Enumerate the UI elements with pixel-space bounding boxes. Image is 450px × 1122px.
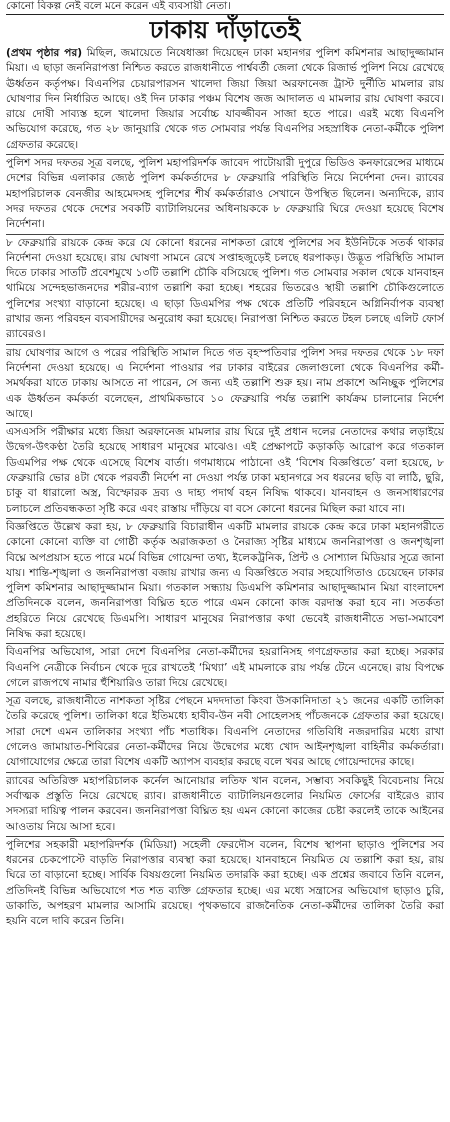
paragraph: ৮ ফেব্রুয়ারি রায়কে কেন্দ্র করে যে কোনো ধরনের নাশকতা রোধে পুলিশের সব ইউনিটকে সতর্ক থাকার নির্দেশনা দেওয়া হয়েছে। রায় ঘোষণা সামনে রেখে সপ্তাহজুড়েই চলছে ধরপাকড়। উদ্ভূত পরিস্থিতি সামাল দিতে ঢাকার সাতটি প্রবেশমুখে ১৩টি তল্লাশি চৌকি বসিয়েছে পুলিশ। গত সোমবার সকাল থেকে যানবাহন থামিয়ে সন্দেহভাজনদের শরীর-ব্যাগ তল্লাশি করা হচ্ছে। শহরের ভিতরেও স্থায়ী তল্লাশি চৌকিগুলোতে পুলিশের সংখ্যা বাড়ানো হয়েছে। এ ছাড়া ডিএমপির পক্ষ থেকে প্রতিটি পরিবহনে অগ্নিনির্বাপক ব্যবস্থা রাখার জন্য পরিবহন ব্যবসায়ীদের অনুরোধ করা হয়েছে। নিরাপত্তা নিশ্চিত করতে টহল চলছে এলিট ফোর্স র‌্যাবেরও।	[6, 236, 444, 345]
paragraph-text: মিছিল, জমায়েতে নিষেধাজ্ঞা দিয়েছেন ঢাকা মহানগর পুলিশ কমিশনার আছাদুজ্জামান মিয়া। এ ছাড়া জননিরাপত্তা নিশ্চিত করতে রাজধানীতে পার্শ্ববর্তী জেলা থেকে রিজার্ভ পুলিশ নিয়ে রেখেছে ঊর্ধ্বতন কর্তৃপক্ষ। বিএনপির চেয়ারপারসন খালেদা জিয়া জিয়া অরফানেজ ট্রাস্ট দুর্নীতি মামলার রায় ঘোষণার দিন নির্ধারিত আছে। ওই দিন ঢাকার পঞ্চম বিশেষ জজ আদালত এ মামলার রায় ঘোষণা করবে। রায়ে দোষী সাব্যস্ত হলে খালেদা জিয়ার সর্বোচ্চ যাবজ্জীবন সাজা হতে পারে। এরই মধ্যে বিএনপি অভিযোগ করেছে, গত ২৮ জানুয়ারি থেকে গত সোমবার পর্যন্ত বিএনপির সহস্রাধিক নেতা-কর্মীকে পুলিশ গ্রেফতার করেছে।	[6, 47, 444, 151]
paragraph: পুলিশ সদর দফতর সূত্র বলছে, পুলিশ মহাপরিদর্শক জাবেদ পাটোয়ারী দুপুরে ভিডিও কনফারেন্সের মাধ্যমে দেশের বিভিন্ন এলাকার জ্যেষ্ঠ পুলিশ কর্মকর্তাদের ৮ ফেব্রুয়ারি পরিস্থিতি নিয়ে নির্দেশনা দেন। র‌্যাবের মহাপরিচালক বেনজীর আহমেদসহ পুলিশের শীর্ষ কর্মকর্তারাও সেখানে উপস্থিত ছিলেন। অন্যদিকে, র‌্যাব সদর দফতর থেকে দেশের সবকটি ব্যাটালিয়নের অধিনায়ককে ৮ ফেব্রুয়ারি ঘিরে দেওয়া হয়েছে বিশেষ নির্দেশনা।	[6, 156, 444, 234]
paragraph: এসএসসি পরীক্ষার মধ্যে জিয়া অরফানেজ মামলার রায় ঘিরে দুই প্রধান দলের নেতাদের কথার লড়াইয়ে উদ্বেগ-উৎকণ্ঠা তৈরি হয়েছে সাধারণ মানুষের মাঝেও। এই প্রেক্ষাপটে কড়াকড়ি আরোপ করে গতকাল ডিএমপির পক্ষ থেকে এসেছে বিশেষ বার্তা। গণমাধ্যমে পাঠানো ওই ‘বিশেষ বিজ্ঞপ্তিতে’ বলা হয়েছে, ৮ ফেব্রুয়ারি ভোর ৪টা থেকে পরবর্তী নির্দেশ না দেওয়া পর্যন্ত ঢাকা মহানগরে সব ধরনের ছড়ি বা লাঠি, ছুরি, চাকু বা ধারালো অস্ত্র, বিস্ফোরক দ্রব্য ও দাহ্য পদার্থ বহন নিষিদ্ধ থাকবে। যানবাহন ও জনসাধারণের চলাচলে প্রতিবন্ধকতা সৃষ্টি করে এবং রাস্তায় দাঁড়িয়ে বা বসে কোনো ধরনের মিছিল করা যাবে না।	[6, 425, 444, 519]
paragraph: সূত্র বলছে, রাজধানীতে নাশকতা সৃষ্টির পেছনে মদদদাতা কিংবা উসকানিদাতা ২১ জনের একটি তালিকা তৈরি করেছে পুলিশ। তালিকা ধরে ইতিমধ্যে হাবীব-উন নবী সোহেলসহ পাঁচজনকে গ্রেফতার করা হয়েছে। সারা দেশে এমন তালিকার সংখ্যা পাঁচ শতাধিক। বিএনপি নেতাদের গতিবিধি নজরদারির মধ্যে রাখা গেলেও জামায়াত-শিবিরের নেতা-কর্মীদের নিয়ে উদ্বেগের মধ্যে খোদ আইনশৃঙ্খলা বাহিনীর কর্মকর্তারা। যোগাযোগের ক্ষেত্রে তারা বিশেষ একটি অ্যাপস ব্যবহার করছে বলে খবর আছে গোয়েন্দাদের কাছে।	[6, 694, 444, 772]
previous-article-tail: কোনো বিকল্প নেই বলে মনে করেন এই ব্যবসায়ী নেতা।	[6, 0, 444, 15]
paragraph: পুলিশের সহকারী মহাপরিদর্শক (মিডিয়া) সহেলী ফেরদৌস বলেন, বিশেষ স্থাপনা ছাড়াও পুলিশের সব ধরনের চেকপোস্টে বাড়তি নিরাপত্তার ব্যবস্থা করা হয়েছে। যানবাহনে নিয়মিত যে তল্লাশি করা হয়, রায় ঘিরে তা বাড়ানো হচ্ছে। সার্বিক বিষয়গুলো নিয়মিত তদারকি করা হচ্ছে। এক প্রশ্নের জবাবে তিনি বলেন, প্রতিদিনই বিভিন্ন অভিযোগে শত শত ব্যক্তি গ্রেফতার হচ্ছে। এর মধ্যে সন্ত্রাসের অভিযোগ ছাড়াও চুরি, ডাকাতি, অপহরণ মামলার আসামি রয়েছে। পৃথকভাবে রাজনৈতিক নেতা-কর্মীদের তালিকা তৈরি করা হয়নি বলে দাবি করেন তিনি।	[6, 838, 444, 928]
paragraph	[6, 46, 444, 155]
headline: ঢাকায় দাঁড়াতেই	[149, 15, 301, 44]
paragraph: বিএনপির অভিযোগ, সারা দেশে বিএনপির নেতা-কর্মীদের হয়রানিসহ গণগ্রেফতার করা হচ্ছে। সরকার বিএনপি নেত্রীকে নির্বাচন থেকে দূরে রাখতেই ‘মিথ্যা’ এই মামলাকে রায় পর্যন্ত টেনে এনেছে। রায় বিপক্ষে গেলে রাজপথে নামার হুঁশিয়ারিও তারা দিয়ে রেখেছে।	[6, 645, 444, 693]
continuation-prefix: (প্রথম পৃষ্ঠার পর)	[6, 47, 83, 59]
paragraph: র‌্যাবের অতিরিক্ত মহাপরিচালক কর্নেল আনোয়ার লতিফ খান বলেন, সম্ভাব্য সবকিছুই বিবেচনায় নিয়ে সর্বাত্মক প্রস্তুতি নিয়ে রেখেছে র‌্যাব। রাজধানীতে ব্যাটালিয়নগুলোর নিয়মিত ফোর্সের বাইরেও র‌্যাব সদস্যরা দায়িত্ব পালন করবেন। জননিরাপত্তা বিঘ্নিত হয় এমন কোনো কাজের চেষ্টা করলেই তাকে আইনের আওতায় নিয়ে আসা হবে।	[6, 774, 444, 837]
article-body	[6, 46, 444, 1118]
paragraph: বিজ্ঞপ্তিতে উল্লেখ করা হয়, ৮ ফেব্রুয়ারি বিচারাধীন একটি মামলার রায়কে কেন্দ্র করে ঢাকা মহানগরীতে কোনো কোনো ব্যক্তি বা গোষ্ঠী কর্তৃক অরাজকতা ও নৈরাজ্য সৃষ্টির মাধ্যমে জননিরাপত্তা ও জনশৃঙ্খলা বিঘ্নে অপপ্রয়াস হতে পারে মর্মে বিভিন্ন গোয়েন্দা তথ্য, ইলেকট্রনিক, প্রিন্ট ও সোশ্যাল মিডিয়ার সূত্রে জানা যায়। শান্তি-শৃঙ্খলা ও জননিরাপত্তা বজায় রাখার জন্য এ বিজ্ঞপ্তিতে সবার সহযোগিতাও চেয়েছেন ঢাকার পুলিশ কমিশনার আছাদুজ্জামান মিয়া। গতকাল সন্ধ্যায় ডিএমপি কমিশনার আছাদুজ্জামান মিয়া বাংলাদেশ প্রতিদিনকে বলেন, জননিরাপত্তা বিঘ্নিত হতে পারে এমন কোনো কাজ বরদাস্ত করা হবে না। সতর্কতা প্রহরিতে নিয়ে রেখেছে ডিএমপি। সাধারণ মানুষের নিরাপত্তার কথা ভেবেই রাজধানীতে সভা-সমাবেশ নিষিদ্ধ করা হয়েছে।	[6, 520, 444, 644]
paragraph: রায় ঘোষণার আগে ও পরের পরিস্থিতি সামাল দিতে গত বৃহস্পতিবার পুলিশ সদর দফতর থেকে ১৮ দফা নির্দেশনা দেওয়া হয়েছে। এ নির্দেশনা পাওয়ার পর ঢাকার বাইরের জেলাগুলো থেকে বিএনপির কর্মী-সমর্থকরা যাতে ঢাকায় আসতে না পারেন, সে জন্য এই তল্লাশি শুরু হয়। নাম প্রকাশে অনিচ্ছুক পুলিশের এক ঊর্ধ্বতন কর্মকর্তা বলেছেন, প্রাথমিকভাবে ১০ ফেব্রুয়ারি পর্যন্ত তল্লাশি কার্যক্রম চালানোর নির্দেশ আছে।	[6, 346, 444, 424]
